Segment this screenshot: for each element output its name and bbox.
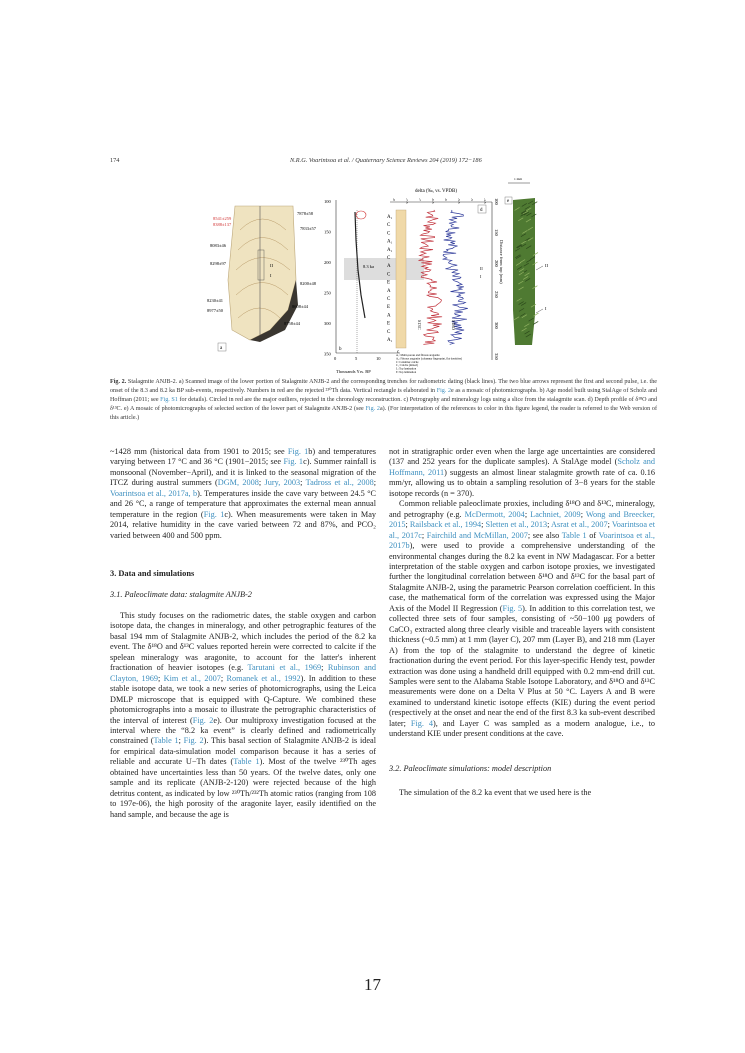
text-run: ; <box>547 520 552 530</box>
citation-link[interactable]: Fig. 1 <box>203 509 225 519</box>
text-run: c). When measurements were taken in May 2014, relative humidity in the cave varied between 72 and 87%, and PCO₂ varied between 400 and 500 ppm. <box>110 509 376 540</box>
x-tick-label: 5 <box>355 356 358 361</box>
citation-link[interactable]: Railsback et al., 1994 <box>409 520 482 530</box>
y-tick-label: 250 <box>324 290 331 296</box>
text-run: c). Summer rainfall is monsoonal (November−April), and it is linked to the seasonal migration of the ITCZ during austral summers ( <box>110 457 376 488</box>
age-label: 8200±48 <box>300 281 316 286</box>
arrow-label: II <box>480 266 483 271</box>
paragraph <box>110 447 376 541</box>
citation-link[interactable]: Voarintsoa et al., 2017c <box>389 520 655 540</box>
citation-link[interactable]: Table 1 <box>233 757 260 767</box>
rejected-age: 8541±259 <box>213 216 232 221</box>
x-tick-label: -6.5 <box>431 198 435 204</box>
section-heading: 3. Data and simulations <box>110 569 195 579</box>
x-tick-label: -8 <box>392 198 396 201</box>
panel-b-age-model <box>324 199 424 374</box>
running-head: N.R.G. Voarintsoa et al. / Quaternary Science Reviews 204 (2019) 172−186 <box>290 157 482 164</box>
citation-link[interactable]: Lachniet, 2009 <box>530 509 581 519</box>
left-column <box>110 447 376 820</box>
layer-label: A <box>387 264 391 270</box>
layer-label: E <box>387 305 391 311</box>
citation-link[interactable]: Fig. 2 <box>192 715 214 725</box>
text-run: for details). Circled in red are the major outliers, rejected in the chronology reconstruction. c) Petrography and mineralogy logs using a slice from the stalagmite scan. d) Depth profile of δ¹⁸O and δ¹³C. e) A mosaic of photomicrographs of selected section of the lower part of Stalagmite ANJB-2 (see <box>110 397 657 413</box>
x-tick-label: -5 <box>470 198 474 201</box>
x-tick-label: -5.5 <box>457 198 461 204</box>
citation-link[interactable]: Asrat et al., 2007 <box>551 520 608 530</box>
y-axis-label: Distance from top (mm) <box>499 240 504 284</box>
age-label: 8608±44 <box>292 304 308 309</box>
x-tick-label: -6 <box>444 198 448 201</box>
layer-label: E <box>387 321 391 327</box>
panel-label-d: d <box>480 208 483 213</box>
citation-link[interactable]: Table 1 <box>561 530 587 540</box>
text-run: ), and Layer C was sampled as a modern analogue, i.e., to understand KIE under present conditions at the cave. <box>389 718 656 739</box>
text-run: e). Our multiproxy investigation focused at the interval where the “8.2 ka event” is clearly defined and radiometrically constrained ( <box>110 715 376 746</box>
text-run: The simulation of the 8.2 ka event that we used here is the <box>399 788 592 798</box>
age-label: 8230±41 <box>207 298 223 303</box>
age-label: 7878±58 <box>297 211 313 216</box>
citation-link[interactable]: Rubinson and Clayton, 1969 <box>110 663 377 683</box>
series-label: δ13C <box>417 320 422 330</box>
text-run: ). Temperatures inside the cave vary between 24.5 °C and 26 °C, a range of temperature that approximates the external mean annual temperature in the region ( <box>110 488 376 519</box>
citation-link[interactable]: Tadross et al., 2008 <box>305 478 374 488</box>
text-run: ; <box>524 509 531 519</box>
paragraph <box>389 447 655 499</box>
x-tick-label: -7.5 <box>405 198 409 204</box>
arrow-label: I <box>270 273 272 278</box>
text-run: ; <box>580 509 586 519</box>
citation-link[interactable]: Wong and Breecker, 2015 <box>389 509 655 530</box>
series-label: δ18O <box>451 320 456 330</box>
text-run: ; <box>178 736 184 746</box>
text-run: ; <box>607 520 612 530</box>
age-label: 8758±44 <box>284 321 300 326</box>
text-run: ), were used to provide a comprehensive understanding of the environmental changes during the 8.2 ka event in NW Madagascar. For a better interpretation of the stable oxygen and carbon isotope proxies, we investigated further the longitudinal correlation between δ¹⁸O and δ¹³C for the basal part of Stalagmite ANJB-2, using the parametric Pearson correlation coefficient. In this case, the mathematical form of the correlation was expressed using the Major Axis of the Model II Regression ( <box>389 541 655 613</box>
age-label: 8298±97 <box>210 261 226 266</box>
y-tick-label: 100 <box>494 198 499 205</box>
text-run: ; see also <box>527 530 562 540</box>
y-tick-label: 200 <box>494 260 499 267</box>
citation-link[interactable]: Scholz and Hoffmann, 2011 <box>389 457 655 477</box>
arrow-label: II <box>270 263 273 268</box>
event-label: 8.3 ka <box>363 264 374 269</box>
paragraph <box>110 611 376 820</box>
layer-label: A₁ <box>387 239 393 245</box>
text-run: ). In addition to this correlation test, we collected three sets of four samples, consisting of ~50−100 μg powders of CaCO₃ extracted along three clearly visible and traceable layers with consistent thickness (~0.5 mm) at 1 mm (layer C), 207 mm (Layer B), and 218 mm (Layer A) from the top of the stalagmite to understand the degree of kinetic fractionation during the event period. For this layer-specific Hendy test, powder extraction was done using a handheld drill equipped with 0.2 mm-end drill cut. Samples were sent to the Alabama Stable Isotope Laboratory, and δ¹⁸O and δ¹³C measurements were done on a Delta V Plus at 50 °C. Layers A and B were examined to understand kinetic isotope effects (KIE) during the event period (respectively at the onset and near the end of the first 8.3 ka sub-event described later; <box>389 603 655 728</box>
layer-label: A₁ <box>387 338 393 343</box>
age-label: 7833±57 <box>300 226 316 231</box>
y-tick-label: 300 <box>324 321 331 326</box>
text-run: ~1428 mm (historical data from 1901 to 2015; see <box>110 447 288 456</box>
text-run: b) and temperatures varying between 17 °C and 36 °C (1901−2015; see <box>110 447 376 467</box>
citation-link[interactable]: Voarintsoa et al., 2017b <box>389 530 655 551</box>
legend-entry: A₁: Multi-porous and fibrous aragonite <box>396 354 440 357</box>
subsection-heading: 3.2. Paleoclimate simulations: model description <box>389 763 552 773</box>
legend-entry: A₂: Fibrous aragonite (columnar fingerprint, flat dendrites) <box>396 357 462 361</box>
legend-entry: C: Columnar calcite <box>396 360 419 364</box>
text-run: ; <box>481 520 486 530</box>
citation-link[interactable]: Fairchild and McMillan, 2007 <box>426 530 528 540</box>
panel-label-e: e <box>507 199 510 204</box>
text-run: ). Most of the twelve ²³⁰Th ages obtained have uncertainties less than 50 years. Of the twelve dates, only one sample and its replicate (ANJB-2-120) were rejected because of the high detritus content, as indicated by low ²³⁰Th/²³²Th atomic ratios (ranging from 108 to 197e-06), the high porosity of the aragonite layer, easily identified on the hand sample, and because the age is <box>110 757 377 819</box>
layer-label: A <box>387 313 391 319</box>
citation-link[interactable]: McDermott, 2004 <box>464 509 525 519</box>
text-run: ; <box>321 663 328 673</box>
citation-link[interactable]: Voarintsoa et al., 2017a, b <box>110 488 198 498</box>
text-run: ; <box>220 673 227 683</box>
caption-label: Fig. 2. <box>110 379 127 385</box>
figure-2 <box>100 170 660 375</box>
layer-label: A₁ <box>387 215 393 220</box>
subsection-heading: 3.1. Paleoclimate data: stalagmite ANJB-2 <box>110 589 252 599</box>
citation-link[interactable]: Romanek et al., 1992 <box>226 673 301 683</box>
citation-link[interactable]: Fig. 2 <box>183 736 204 746</box>
text-run: Common reliable paleoclimate proxies, including δ¹⁸O and δ¹³C, mineralogy, and petrography (e.g. <box>389 499 655 519</box>
text-run: ; <box>258 478 265 488</box>
text-run: ) suggests an almost linear stalagmite growth rate of ca. 0.16 mm/yr, allowing us to obtain a sampling resolution of 3−8 years for the stable isotope records (n = 370). <box>389 467 655 498</box>
arrow-label: II <box>545 263 548 268</box>
citation-link[interactable]: Fig. 1 <box>283 457 304 467</box>
text-run: not in stratigraphic order even when the large age uncertainties are considered (137 and 252 years for the duplicate samples). A StalAge model ( <box>389 447 655 467</box>
panel-label-a: a <box>220 346 223 351</box>
text-run: ; <box>421 530 427 540</box>
legend-entry: L: Top lamination <box>396 367 417 371</box>
text-run: ). In addition to these stable isotope data, we took a new series of photomicrographs, using the Leica DMLP microscope that is equipped with Q-Capture. We combined these photomicrographs into a mosaic to illustrate the petrographic characteristics of the interval of interest ( <box>110 673 376 725</box>
text-run: This study focuses on the radiometric dates, the stable oxygen and carbon isotope data, the changes in mineralogy, and other petrographic features of the basal 194 mm of Stalagmite ANJB-2, which includes the period of the 8.2 ka event. The δ¹⁸O and δ¹³C values reported herein were corrected to calcite if the spelean mineralogy was aragonite, to account for the latter's inherent fractionation of heavier isotopes (e.g. <box>110 610 376 673</box>
panel-e-photomicrograph-mosaic <box>505 177 548 345</box>
x-tick-label: 0 <box>334 356 337 361</box>
text-run: ; <box>405 520 410 530</box>
layer-label: A <box>387 288 391 294</box>
citation-link[interactable]: Tarutani et al., 1969 <box>247 663 322 673</box>
panel-label-c: c <box>397 350 400 355</box>
arrow-label: I <box>545 306 547 311</box>
layer-label: C <box>387 231 391 237</box>
y-tick-label: 150 <box>494 229 499 236</box>
panel-label-b: b <box>339 347 342 352</box>
text-run: ; <box>373 478 376 488</box>
citation-link[interactable]: DGM, 2008 <box>217 478 259 488</box>
text-run: Stalagmite ANJB-2. a) Scanned image of the lower portion of Stalagmite ANJB-2 and the corresponding trenches for radiometric dating (black lines). The two blue arrows represent the first and second pulse, i.e. the onset of the 8.3 and 8.2 ka BP sub-events, respectively. Numbers in red are the rejected ²³⁰Th data. Vertical rectangle is elaborated in <box>110 379 657 395</box>
y-tick-label: 250 <box>494 291 499 298</box>
y-tick-label: 200 <box>324 260 331 265</box>
caption-text <box>110 379 657 421</box>
citation-link[interactable]: Fig. 4 <box>410 718 433 728</box>
legend-entry: E: Top lamination <box>396 371 417 374</box>
panel-a-stalagmite-image <box>207 206 317 351</box>
text-run: ). This basal section of Stalagmite ANJB-2 is ideal for empirical data-simulation model comparison because it has a series of reliable and accurate U−Th dates ( <box>110 736 376 767</box>
citation-link[interactable]: Fig. S1 <box>160 397 178 404</box>
y-tick-label: 100 <box>324 199 331 204</box>
citation-link[interactable]: Fig. 5 <box>502 603 523 613</box>
x-axis-label: delta (‰, vs. VPDB) <box>415 189 457 194</box>
layer-label: A₁ <box>387 247 393 253</box>
journal-page-number: 174 <box>110 157 120 164</box>
text-run: a). (For interpretation of the references to color in this figure legend, the reader is referred to the Web version of this article.) <box>110 406 657 422</box>
y-tick-label: 300 <box>494 322 499 329</box>
rejected-age: 8388±137 <box>213 222 232 227</box>
page-number: 17 <box>364 975 381 994</box>
x-axis-label: Thousands Yrs. BP <box>336 369 371 374</box>
text-run: of <box>586 530 599 540</box>
layer-label: C <box>387 329 391 335</box>
citation-link[interactable]: Table 1 <box>153 736 179 746</box>
text-run: e as a mosaic of photomicrographs. b) Age model built using StalAge of Scholz and Hoffman (2011; see <box>110 388 658 404</box>
legend-entry: C₂: Calcite (mixed) <box>396 364 418 368</box>
layer-label: C <box>387 297 391 302</box>
figure-caption <box>110 378 657 423</box>
layer-label: C <box>387 272 391 278</box>
layer-label: C <box>387 223 391 229</box>
text-run: ; <box>300 478 306 488</box>
layer-label: E <box>387 280 391 286</box>
y-tick-label: 350 <box>494 353 499 360</box>
citation-link[interactable]: Kim et al., 2007 <box>163 673 221 683</box>
x-tick-label: -7 <box>418 198 422 201</box>
citation-link[interactable]: Fig. 1 <box>287 447 309 456</box>
paragraph <box>389 788 655 798</box>
age-label: 8977±50 <box>207 308 223 313</box>
paragraph <box>389 499 655 739</box>
scale-label: 1 mm <box>514 177 523 181</box>
x-tick-label: 10 <box>376 356 381 361</box>
layer-label: C <box>387 256 391 261</box>
citation-link[interactable]: Fig. 2 <box>365 406 380 413</box>
x-tick-label: -4.5 <box>483 198 487 204</box>
citation-link[interactable]: Jury, 2003 <box>264 478 301 488</box>
right-column <box>389 447 655 799</box>
citation-link[interactable]: Fig. 2 <box>436 388 452 395</box>
age-label: 8083±46 <box>210 243 226 248</box>
citation-link[interactable]: Sletten et al., 2013 <box>485 520 548 530</box>
y-tick-label: 350 <box>324 351 331 357</box>
panel-c-petrography <box>387 210 462 374</box>
y-tick-label: 150 <box>324 229 331 235</box>
arrow-label: I <box>480 274 482 279</box>
text-run: ; <box>158 673 164 683</box>
